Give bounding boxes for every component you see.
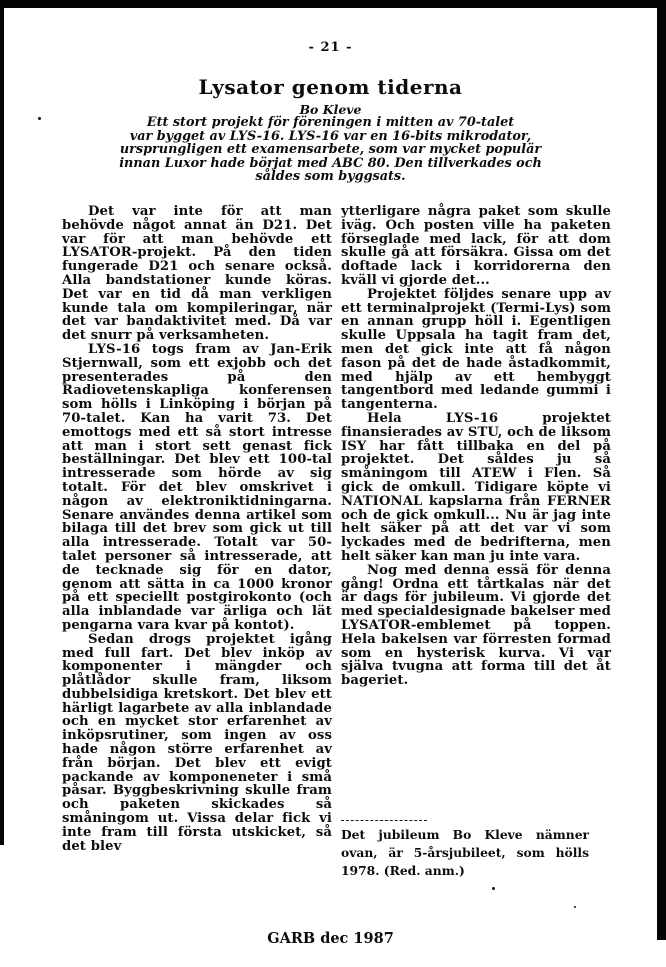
abstract-line: innan Luxor hade börjat med ABC 80. Den tillverkades och bbox=[119, 155, 542, 171]
scan-edge-patch bbox=[657, 940, 666, 967]
paragraph: Projektet följdes senare upp av ett terminalprojekt (Termi-Lys) som en annan grupp höll i. Egentligen skulle Uppsala ha tagit fram det, men det gick inte att få någon fason på det de hade åstadkommit, med hjälp av ett hembyggt tangentbord med ledande gummi i tangenterna. bbox=[341, 286, 611, 413]
abstract-line: var bygget av LYS-16. LYS-16 var en 16-bits mikrodator, bbox=[129, 128, 532, 144]
abstract-line: såldes som byggsats. bbox=[255, 169, 406, 185]
left-column bbox=[62, 205, 332, 853]
scan-speck bbox=[574, 906, 576, 908]
paragraph: Det var inte för att man behövde något annat än D21. Det var för att man behövde ett LYSATOR-projekt. På den tiden fungerade D21 och senare också. Alla bandstationer kunde köras. Det var en tid då man verkligen kunde tala om kompileringar, när det var bandaktivitet med. Då var det snurr på verksamheten. bbox=[62, 204, 332, 344]
footnote-divider bbox=[341, 820, 427, 821]
footnote-text: Det jubileum Bo Kleve nämner ovan, är 5-årsjubileet, som hölls 1978. (Red. anm.) bbox=[341, 827, 589, 878]
byline-author: Bo Kleve bbox=[299, 102, 362, 117]
abstract-line: Ett stort projekt för föreningen i mitten av 70-talet bbox=[146, 115, 515, 130]
paragraph-continuation: ytterligare några paket som skulle iväg. Och posten ville ha paketen förseglade med lack, för att dom skulle gå att försäkra. Gissa om det doftade lack i korridorerna den kväll vi gjorde det... bbox=[341, 204, 611, 288]
page-number: - 21 - bbox=[308, 40, 353, 55]
scan-speck bbox=[38, 117, 41, 120]
scan-edge-patch bbox=[0, 845, 4, 967]
page-footer: GARB dec 1987 bbox=[267, 930, 394, 947]
paragraph: Nog med denna essä för denna gång! Ordna ett tårtkalas när det är dags för jubileum. Vi gjorde det med specialdesignade bakelser med LYSATOR-emblemet på toppen. Hela bakelsen var förresten formad som en hysterisk kurva. Vi var själva tvugna att forma till det åt bageriet. bbox=[341, 562, 611, 689]
document-page bbox=[4, 8, 657, 967]
right-column bbox=[341, 205, 611, 688]
article-title: Lysator genom tiderna bbox=[198, 75, 463, 99]
scan-speck bbox=[492, 887, 495, 890]
paragraph: Sedan drogs projektet igång med full fart. Det blev inköp av komponenter i mängder och plåtlådor skulle fram, liksom dubbelsidiga kretskort. Det blev ett härligt lagarbete av alla inblandade och en mycket stor erfarenhet av inköpsrutiner, som ingen av oss hade någon större erfarenhet av från början. Det blev ett evigt packande av komponeneter i små påsar. Byggbeskrivning skulle fram och paketen skickades så småningom ut. Vissa delar fick vi inte fram till första utskicket, så det blev bbox=[62, 631, 332, 854]
abstract-line: ursprungligen ett examensarbete, som var mycket populär bbox=[119, 142, 542, 158]
article-abstract bbox=[4, 116, 657, 184]
paragraph: Hela LYS-16 projektet finansierades av STU, och de liksom ISY har fått tillbaka en del på projektet. Det såldes ju så småningom till ATEW i Flen. Så gick de omkull. Tidigare köpte vi NATIONAL kapslarna från FERNER och de gick omkull... Nu är jag inte helt säker på att det var vi som lyckades med de bedrifterna, men helt säker kan man ju inte vara. bbox=[341, 410, 611, 564]
paragraph: LYS-16 togs fram av Jan-Erik Stjernwall, som ett exjobb och det presenterades på den Radiovetenskapliga konferensen som hölls i Linköping i början på 70-talet. Kan ha varit 73. Det emottogs med ett så stort intresse att man i stort sett genast fick beställningar. Det blev ett 100-tal intresserade som hörde av sig totalt. För det blev omskrivet i någon av elektroniktidningarna. Senare användes denna artikel som bilaga till det brev som gick ut till alla intresserade. Totalt var 50-talet personer så intresserade, att de tecknade sig för en dator, genom att sätta in ca 1000 kronor på ett speciellt postgirokonto (och alla inblandade var ärliga och lät pengarna vara kvar på kontot). bbox=[62, 341, 332, 633]
editor-footnote bbox=[341, 820, 589, 880]
